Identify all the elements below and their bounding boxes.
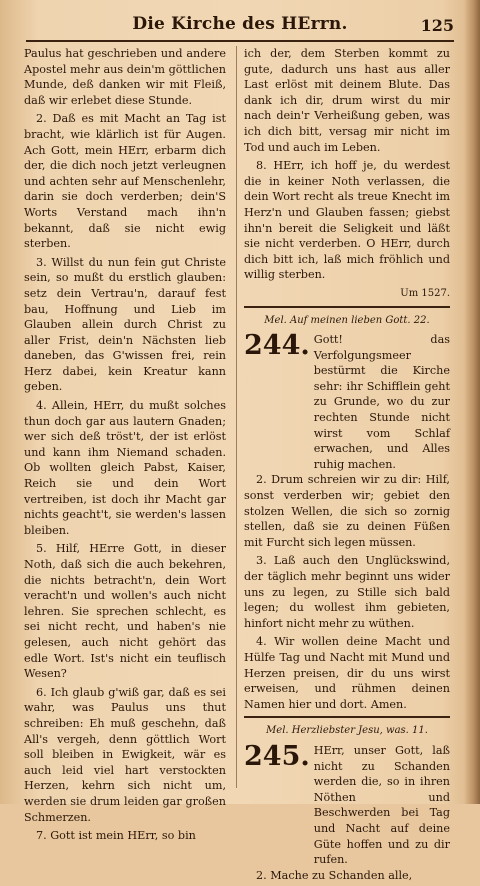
right-paragraph: 8. HErr, ich hoff je, du werdest die in keiner Noth verlassen, die dein Wort recht als treue Knecht im Herz'n und Glauben fassen; giebst ihn'n bereit die Seligkeit und läßt sie nicht verderben. O HErr, durch dich bitt ich, laß mich fröhlich und willig sterben. bbox=[244, 159, 450, 282]
hymn-number: 245. bbox=[244, 740, 310, 772]
melody-line: Mel. Auf meinen lieben Gott. 22. bbox=[264, 314, 430, 326]
left-paragraph: 3. Willst du nun fein gut Christe sein, so mußt du erstlich glauben: setz dein Vertrau'n, darauf fest bau, Hoffnung und Lieb im Glauben allein durch Christ zu aller Frist, dein'n Nächsten lieb daneben, das G'wissen frei, rein Herz dabei, kein Kreatur kann geben. bbox=[24, 255, 226, 394]
hymn-245-start bbox=[244, 740, 450, 868]
left-paragraph: Paulus hat geschrieben und andere Apostel mehr aus dein'm göttlichen Munde, deß danken wir mit Fleiß, daß wir erlebet diese Stunde. bbox=[24, 47, 226, 107]
left-column bbox=[24, 46, 226, 847]
hymn-verse: 3. Laß auch den Unglückswind, der täglich mehr beginnt uns wider uns zu legen, zu Stille sich bald legen; du wollest ihm gebieten, hinfort nicht mehr zu wüthen. bbox=[244, 554, 450, 630]
right-column bbox=[244, 46, 450, 886]
hymn-date: Um 1527. bbox=[400, 287, 450, 299]
hymn-divider bbox=[244, 716, 450, 718]
hymn-verse: 2. Mache zu Schanden alle, bbox=[256, 868, 413, 882]
hymn-number: 244. bbox=[244, 330, 310, 362]
right-paragraph: ich der, dem Sterben kommt zu gute, dadurch uns hast aus aller Last erlöst mit deinem Blute. Das dank ich dir, drum wirst du mir nach dein'r Verheißung geben, was ich dich bitt, versag mir nicht im Tod und auch im Leben. bbox=[244, 47, 450, 154]
hymn-244-start bbox=[244, 332, 450, 472]
page-header bbox=[26, 14, 454, 42]
hymn-first-verse: Gott! das Verfolgungsmeer bestürmt die Kirche sehr: ihr Schifflein geht zu Grunde, wo du zur rechten Stunde nicht wirst vom Schlaf erwachen, und Alles ruhig machen. bbox=[313, 333, 450, 471]
left-paragraph: 2. Daß es mit Macht an Tag ist bracht, wie klärlich ist für Augen. Ach Gott, mein HErr, erbarm dich der, die dich noch jetzt verleugnen und achten sehr auf Menschenlehr, darin sie doch verderben; dein'S Worts Verstand mach ihn'n bekannt, daß sie nicht ewig sterben. bbox=[24, 112, 226, 251]
left-paragraph: 6. Ich glaub g'wiß gar, daß es sei wahr, was Paulus uns thut schreiben: Eh muß geschehn, daß All's vergeh, denn göttlich Wort soll bleiben in Ewigkeit, wär es auch leid viel hart verstockten Herzen, kehrn sich nicht um, werden sie drum leiden gar großen Schmerzen. bbox=[24, 685, 226, 824]
melody-line: Mel. Herzliebster Jesu, was. 11. bbox=[266, 725, 428, 737]
page-number: 125 bbox=[420, 16, 454, 35]
page-edge-shadow bbox=[464, 0, 480, 804]
hymn-verse: 4. Wir wollen deine Macht und Hülfe Tag und Nacht mit Mund und Herzen preisen, dir du uns wirst erweisen, und rühmen deinen Namen hier und dort. Amen. bbox=[244, 635, 450, 711]
page-title: Die Kirche des HErrn. bbox=[132, 14, 348, 34]
left-paragraph: 4. Allein, HErr, du mußt solches thun doch gar aus lautern Gnaden; wer sich deß tröst't, der ist erlöst und kann ihm Niemand schaden. Ob wollten gleich Pabst, Kaiser, Reich sie und dein Wort vertreiben, ist doch ihr Macht gar nichts geacht't, sie werden's lassen bleiben. bbox=[24, 399, 226, 537]
column-divider bbox=[236, 46, 237, 788]
hymn-divider bbox=[244, 306, 450, 308]
left-paragraph: 7. Gott ist mein HErr, so bin bbox=[36, 829, 196, 843]
hymn-first-verse: HErr, unser Gott, laß nicht zu Schanden werden die, so in ihren Nöthen und Beschwerden bei Tag und Nacht auf deine Güte hoffen und zu dir rufen. bbox=[313, 743, 450, 867]
left-paragraph: 5. Hilf, HErre Gott, in dieser Noth, daß sich die auch bekehren, die nichts betracht'n, dein Wort veracht'n und wollen's auch nicht lehren. Sie sprechen schlecht, es sei nicht recht, und haben's nie gelesen, auch nicht gehört das edle Wort. Ist's nicht ein teuflisch Wesen? bbox=[24, 542, 226, 681]
hymn-verse: 2. Drum schreien wir zu dir: Hilf, sonst verderben wir; gebiet den stolzen Wellen, die sich so zornig stellen, daß sie zu deinen Füßen mit Furcht sich legen müssen. bbox=[244, 473, 450, 549]
